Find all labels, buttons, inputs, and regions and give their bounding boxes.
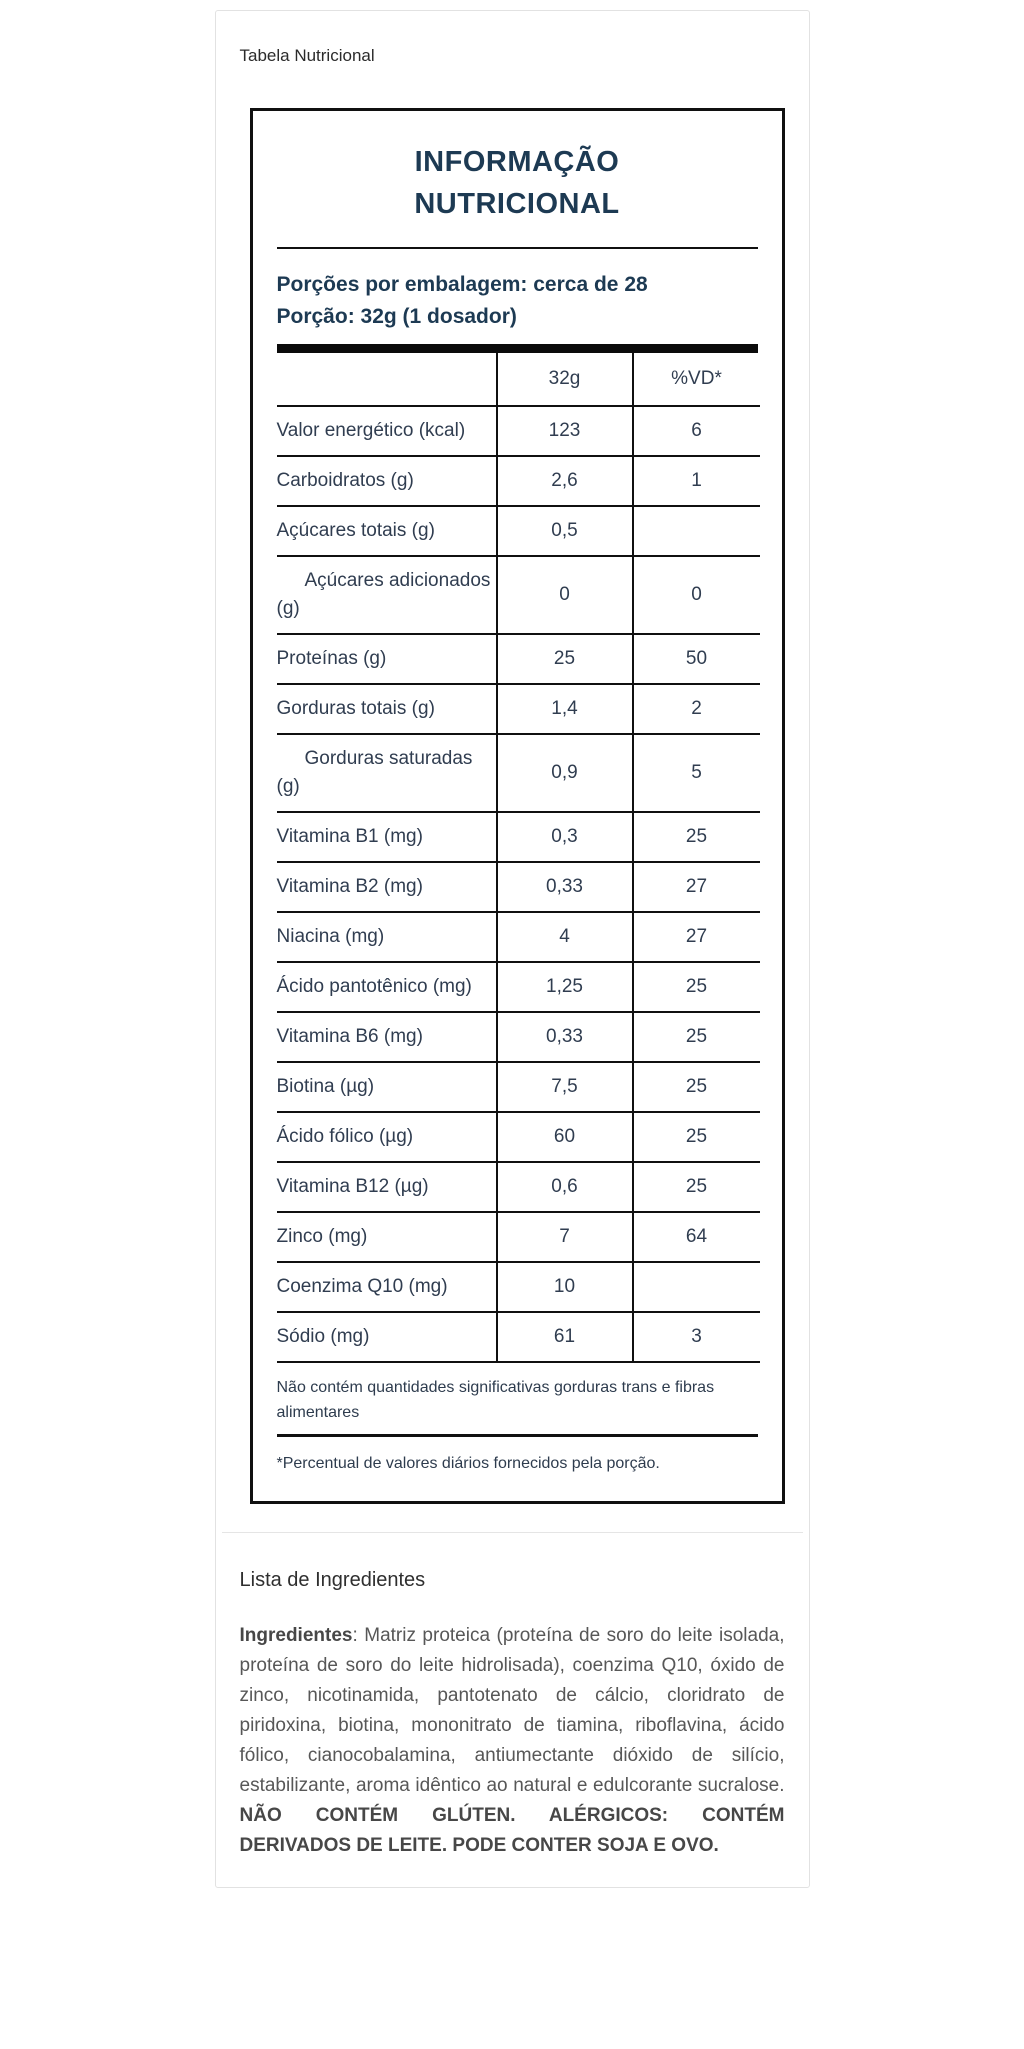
nutrition-facts-box (250, 108, 785, 1504)
nutrient-label-cell: Coenzima Q10 (mg) (277, 1262, 497, 1312)
nutrient-row (277, 1162, 760, 1212)
amount-cell: 0,5 (497, 506, 633, 556)
ingredients-heading: Lista de Ingredientes (239, 1569, 426, 1591)
nutrition-facts-title-line1: INFORMAÇÃO (414, 146, 620, 178)
title-divider-rule (277, 247, 758, 249)
nutrient-row (277, 556, 760, 634)
nutrient-label-cell: Niacina (mg) (277, 912, 497, 962)
no-significant-amounts-note: Não contém quantidades significativas gorduras trans e fibras alimentares (276, 1379, 715, 1421)
amount-cell: 0,33 (497, 1012, 633, 1062)
amount-cell: 2,6 (497, 456, 633, 506)
amount-cell: 7,5 (497, 1062, 633, 1112)
nutrient-label-cell: Açúcares adicionados (g) (277, 556, 497, 634)
nutrient-row (277, 812, 760, 862)
servings-info (277, 269, 758, 333)
nutrient-row (277, 1212, 760, 1262)
col-header-nutrient (277, 353, 497, 406)
daily-value-cell: 27 (633, 912, 760, 962)
daily-value-cell (633, 1262, 760, 1312)
daily-value-cell: 5 (633, 734, 760, 812)
daily-value-footnote: *Percentual de valores diários fornecidos pela porção. (276, 1455, 660, 1472)
nutrient-row (277, 1112, 760, 1162)
nutrient-label-cell: Sódio (mg) (277, 1312, 497, 1362)
daily-value-cell: 25 (633, 1112, 760, 1162)
nutrition-info-card (215, 10, 810, 1888)
amount-cell: 0,6 (497, 1162, 633, 1212)
nutrient-label-cell: Ácido fólico (µg) (277, 1112, 497, 1162)
nutrient-label-cell: Vitamina B6 (mg) (277, 1012, 497, 1062)
nutrient-label-cell: Biotina (µg) (277, 1062, 497, 1112)
allergens-statement: NÃO CONTÉM GLÚTEN. ALÉRGICOS: CONTÉM DERIVADOS DE LEITE. PODE CONTER SOJA E OVO. (239, 1805, 785, 1856)
daily-value-cell: 0 (633, 556, 760, 634)
ingredients-label: Ingredientes (239, 1625, 353, 1646)
amount-cell: 0,9 (497, 734, 633, 812)
nutrient-row (277, 962, 760, 1012)
amount-cell: 1,25 (497, 962, 633, 1012)
nutrient-label-cell: Vitamina B2 (mg) (277, 862, 497, 912)
nutrient-row (277, 1262, 760, 1312)
nutrient-label-cell: Açúcares totais (g) (277, 506, 497, 556)
nutrition-facts-title (277, 141, 758, 225)
daily-value-cell: 50 (633, 634, 760, 684)
thick-separator-bar (277, 344, 758, 353)
amount-cell: 123 (497, 406, 633, 456)
col-header-daily-value: %VD* (633, 353, 760, 406)
card-title: Tabela Nutricional (239, 46, 375, 65)
table-header-row (277, 353, 760, 406)
nutrient-row (277, 406, 760, 456)
amount-cell: 0,33 (497, 862, 633, 912)
ingredients-paragraph (240, 1621, 785, 1861)
nutrient-label-cell: Zinco (mg) (277, 1212, 497, 1262)
servings-per-package: Porções por embalagem: cerca de 28 (276, 273, 648, 296)
daily-value-cell: 64 (633, 1212, 760, 1262)
nutrient-label-cell: Vitamina B12 (µg) (277, 1162, 497, 1212)
amount-cell: 1,4 (497, 684, 633, 734)
amount-cell: 0 (497, 556, 633, 634)
nutrient-label-cell: Ácido pantotênico (mg) (277, 962, 497, 1012)
amount-cell: 25 (497, 634, 633, 684)
nutrient-row (277, 506, 760, 556)
amount-cell: 61 (497, 1312, 633, 1362)
nutrient-row (277, 862, 760, 912)
serving-size: Porção: 32g (1 dosador) (276, 305, 517, 328)
amount-cell: 4 (497, 912, 633, 962)
daily-value-cell: 25 (633, 1012, 760, 1062)
nutrient-label-cell: Vitamina B1 (mg) (277, 812, 497, 862)
daily-value-cell: 25 (633, 1062, 760, 1112)
daily-value-cell: 3 (633, 1312, 760, 1362)
daily-value-cell: 27 (633, 862, 760, 912)
daily-value-cell: 25 (633, 812, 760, 862)
daily-value-cell: 6 (633, 406, 760, 456)
col-header-amount: 32g (497, 353, 633, 406)
nutrition-facts-title-line2: NUTRICIONAL (414, 188, 620, 220)
nutrient-label-cell: Valor energético (kcal) (277, 406, 497, 456)
nutrient-row (277, 634, 760, 684)
nutrient-row (277, 1012, 760, 1062)
nutrient-label-cell: Proteínas (g) (277, 634, 497, 684)
footnote-divider-rule (277, 1434, 758, 1437)
nutrient-row (277, 684, 760, 734)
daily-value-cell: 25 (633, 1162, 760, 1212)
amount-cell: 7 (497, 1212, 633, 1262)
section-divider (222, 1532, 803, 1533)
daily-value-cell: 1 (633, 456, 760, 506)
nutrient-row (277, 1062, 760, 1112)
nutrient-row (277, 1312, 760, 1362)
nutrition-table (277, 353, 760, 1363)
nutrient-label-cell: Carboidratos (g) (277, 456, 497, 506)
ingredients-body: : Matriz proteica (proteína de soro do leite isolada, proteína de soro do leite hidrolisada), coenzima Q10, óxido de zinco, nicotinamida, pantotenato de cálcio, cloridrato de piridoxina, biotina, mononitrato de tiamina, riboflavina, ácido fólico, cianocobalamina, antiumectante dióxido de silício, estabilizante, aroma idêntico ao natural e edulcorante sucralose. (239, 1625, 785, 1796)
nutrient-row (277, 456, 760, 506)
nutrient-row (277, 912, 760, 962)
amount-cell: 0,3 (497, 812, 633, 862)
daily-value-cell: 25 (633, 962, 760, 1012)
daily-value-cell: 2 (633, 684, 760, 734)
daily-value-cell (633, 506, 760, 556)
nutrient-row (277, 734, 760, 812)
amount-cell: 10 (497, 1262, 633, 1312)
nutrient-label-cell: Gorduras saturadas (g) (277, 734, 497, 812)
amount-cell: 60 (497, 1112, 633, 1162)
nutrient-label-cell: Gorduras totais (g) (277, 684, 497, 734)
